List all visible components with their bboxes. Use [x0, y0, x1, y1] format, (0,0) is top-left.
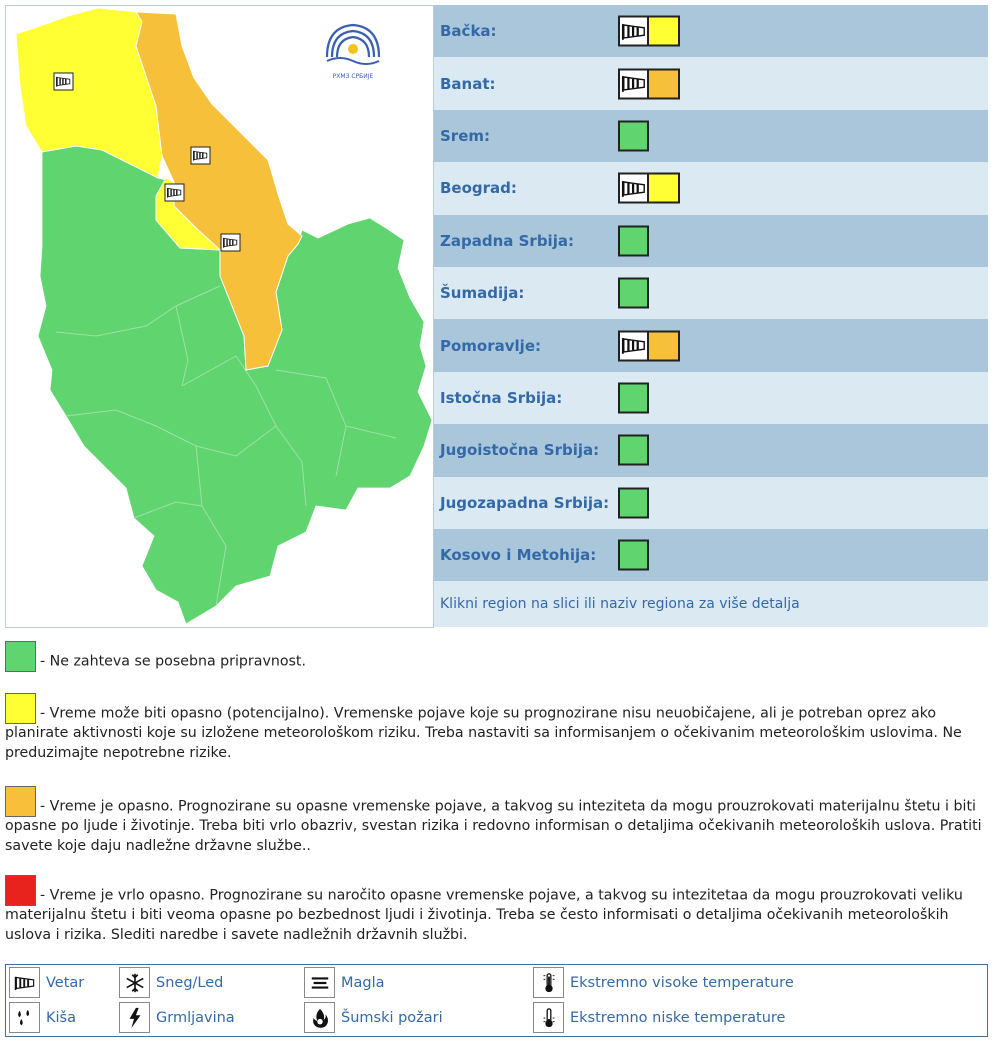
- region-row[interactable]: [434, 424, 988, 476]
- region-name-link[interactable]: Banat:: [440, 74, 496, 93]
- legend-swatch: [5, 875, 36, 906]
- snow-icon: [124, 972, 146, 994]
- region-row[interactable]: [434, 372, 988, 424]
- legend-swatch: [5, 786, 36, 817]
- fog-icon: [309, 972, 331, 994]
- warning-level-box: [618, 120, 649, 151]
- region-name-link[interactable]: Kosovo i Metohija:: [440, 546, 597, 565]
- region-row[interactable]: [434, 162, 988, 214]
- phenomenon-icon-box: [9, 967, 40, 998]
- table-footer-text: Klikni region na slici ili naziv regiona za više detalja: [440, 596, 800, 613]
- region-name-link[interactable]: Istočna Srbija:: [440, 388, 563, 407]
- region-warning-icons: [618, 540, 649, 571]
- legend-item: [5, 641, 990, 672]
- region-warning-icons: [618, 330, 680, 361]
- region-warning-table: [434, 5, 988, 627]
- phenomenon-icon-box: [9, 1002, 40, 1033]
- rhmz-logo: [327, 25, 379, 80]
- phenomenon-icon-box: [119, 1002, 150, 1033]
- warning-type-box: [618, 68, 649, 99]
- phenomenon-label: Ekstremno niske temperature: [570, 1009, 786, 1026]
- phenomenon-icon-box: [119, 967, 150, 998]
- warning-level-box: [618, 225, 649, 256]
- warning-level-box: [649, 173, 680, 204]
- region-warning-icons: [618, 173, 680, 204]
- map-wind-icon: [54, 73, 73, 90]
- phenomenon-label: Šumski požari: [341, 1009, 443, 1026]
- region-row[interactable]: [434, 215, 988, 267]
- phenomenon-label: Grmljavina: [156, 1009, 235, 1026]
- region-row[interactable]: [434, 477, 988, 529]
- phenomenon-icon-box: [533, 1002, 564, 1033]
- wind-icon: [621, 74, 647, 94]
- region-name-link[interactable]: Jugoistočna Srbija:: [440, 441, 600, 460]
- fire-icon: [309, 1007, 331, 1029]
- legend-item: [5, 693, 990, 763]
- region-name-link[interactable]: Beograd:: [440, 179, 517, 198]
- warning-level-box: [649, 68, 680, 99]
- region-warning-icons: [618, 225, 649, 256]
- phenomenon-label: Kiša: [46, 1009, 76, 1026]
- wind-icon: [621, 336, 647, 356]
- phenomenon-item: [304, 1002, 443, 1033]
- region-row[interactable]: [434, 110, 988, 162]
- phenomenon-label: Vetar: [46, 974, 85, 991]
- wind-icon: [14, 972, 36, 994]
- warning-level-box: [618, 540, 649, 571]
- region-row[interactable]: [434, 57, 988, 109]
- warning-type-box: [618, 330, 649, 361]
- phenomenon-item: [119, 967, 223, 998]
- phenomenon-label: Sneg/Led: [156, 974, 224, 991]
- region-warning-icons: [618, 487, 649, 518]
- region-warning-icons: [618, 120, 649, 151]
- region-warning-icons: [618, 435, 649, 466]
- region-name-link[interactable]: Pomoravlje:: [440, 336, 541, 355]
- phenomenon-item: [119, 1002, 235, 1033]
- phenomenon-label: Ekstremno visoke temperature: [570, 974, 794, 991]
- thermometer-low-icon: [538, 1007, 560, 1029]
- warning-type-box: [618, 16, 649, 47]
- legend-text: - Vreme može biti opasno (potencijalno). Vremenske pojave koje su prognozirane nisu neuobičajene, ali je potreban oprez ako planirate aktivnosti koje su izložene meteorološkom riziku. Treba nastaviti sa informisanjem o očekivanim meteorološkim uslovima. Ne preduzimajte nepotrebne rizike.: [5, 705, 962, 761]
- wind-icon: [621, 21, 647, 41]
- phenomenon-item: [533, 1002, 785, 1033]
- warning-level-box: [618, 435, 649, 466]
- phenomenon-item: [9, 967, 84, 998]
- warning-level-box: [649, 16, 680, 47]
- phenomenon-item: [533, 967, 794, 998]
- phenomenon-icon-box: [304, 1002, 335, 1033]
- phenomena-legend: [5, 964, 988, 1037]
- map-wind-icon: [221, 234, 240, 251]
- region-row[interactable]: [434, 529, 988, 581]
- warning-level-box: [618, 487, 649, 518]
- thunder-icon: [124, 1007, 146, 1029]
- region-warning-icons: [618, 68, 680, 99]
- region-warning-icons: [618, 278, 649, 309]
- logo-caption: РХМЗ СРБИЈЕ: [332, 73, 374, 80]
- wind-icon: [621, 178, 647, 198]
- region-name-link[interactable]: Srem:: [440, 126, 491, 145]
- rain-icon: [14, 1007, 36, 1029]
- region-row[interactable]: [434, 5, 988, 57]
- region-warning-icons: [618, 16, 680, 47]
- warning-level-box: [618, 382, 649, 413]
- region-row[interactable]: [434, 319, 988, 371]
- region-row[interactable]: [434, 267, 988, 319]
- legend-text: - Ne zahteva se posebna pripravnost.: [40, 653, 306, 670]
- serbia-map: [6, 6, 433, 627]
- region-warning-icons: [618, 382, 649, 413]
- legend-item: [5, 875, 990, 945]
- legend-text: - Vreme je vrlo opasno. Prognozirane su naročito opasne vremenske pojave, a takvog su intezitetaa da mogu prouzrokovati veliku materijalnu štetu i biti veoma opasne po bezbednost ljudi i životinja. Treba se često informisati o detaljima očekivanih meteoroloških uslova i rizika. Slediti naredbe i savete nadležnih državnih službi.: [5, 887, 963, 943]
- warning-type-box: [618, 173, 649, 204]
- legend-swatch: [5, 693, 36, 724]
- map-wind-icon: [165, 184, 184, 201]
- warning-level-box: [649, 330, 680, 361]
- legend-swatch: [5, 641, 36, 672]
- table-footer: [434, 581, 988, 627]
- thermometer-high-icon: [538, 972, 560, 994]
- region-name-link[interactable]: Jugozapadna Srbija:: [440, 493, 610, 512]
- phenomenon-item: [304, 967, 385, 998]
- map-wind-icon: [191, 147, 210, 164]
- region-name-link[interactable]: Šumadija:: [440, 284, 525, 303]
- phenomenon-item: [9, 1002, 76, 1033]
- region-name-link[interactable]: Zapadna Srbija:: [440, 231, 574, 250]
- phenomenon-icon-box: [304, 967, 335, 998]
- phenomenon-icon-box: [533, 967, 564, 998]
- phenomenon-label: Magla: [341, 974, 385, 991]
- warning-map: [5, 5, 434, 628]
- legend-item: [5, 786, 990, 856]
- warning-level-box: [618, 278, 649, 309]
- legend-text: - Vreme je opasno. Prognozirane su opasne vremenske pojave, a takvog su inteziteta da mogu prouzrokovati materijalnu štetu i biti opasne po ljude i životinje. Treba biti vrlo obazriv, svestan rizika i redovno informisan o detaljima očekivanih meteoroloških uslova. Pratiti savete koje daju nadležne državne službe..: [5, 798, 982, 854]
- region-name-link[interactable]: Bačka:: [440, 22, 497, 41]
